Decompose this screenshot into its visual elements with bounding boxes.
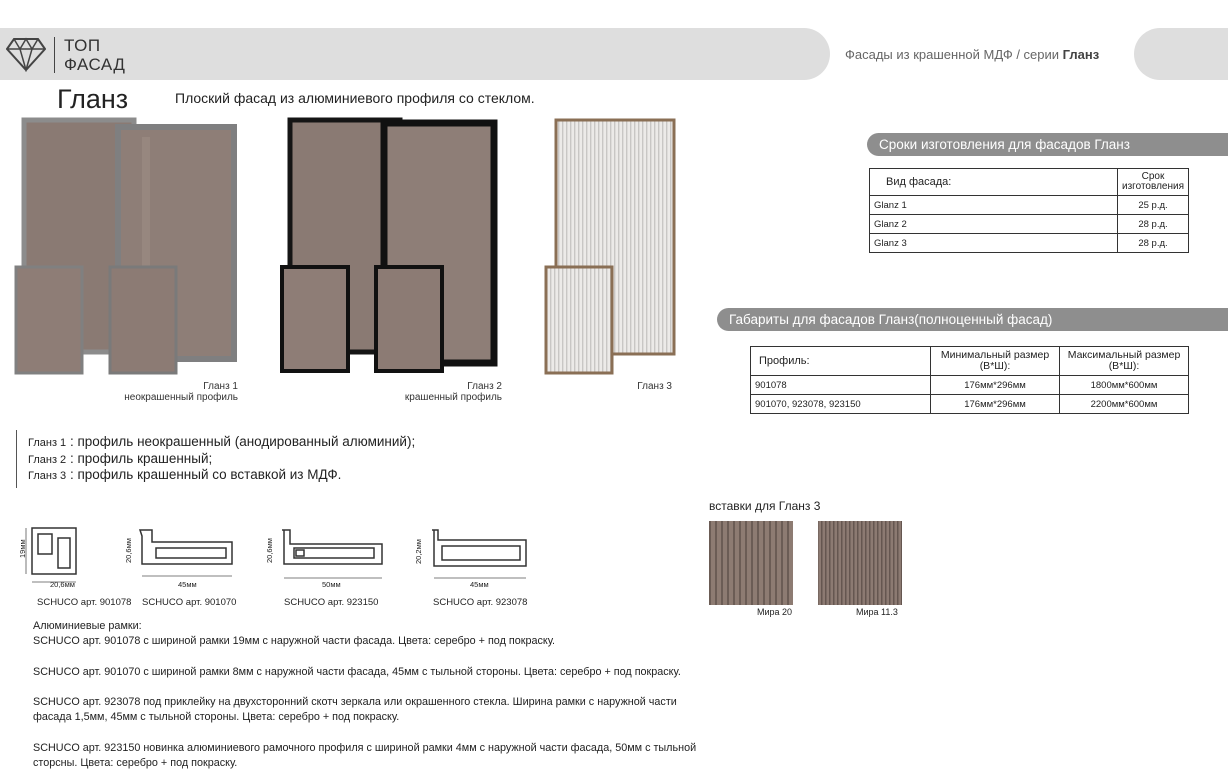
table-cell: 1800мм*600мм (1060, 376, 1189, 395)
breadcrumb-current: Гланз (1062, 47, 1100, 62)
brand-line-1: ТОП (64, 36, 101, 55)
dimension-label: 20,2мм (414, 539, 423, 564)
aluminum-heading: Алюминиевые рамки: (33, 620, 142, 632)
product-name: Гланз 2 (467, 381, 502, 392)
product-note: неокрашенный профиль (124, 392, 238, 403)
profile-caption: SCHUCO арт. 901078 (37, 597, 132, 608)
glanz-3-image (542, 115, 682, 377)
legend-name: Гланз 1 (28, 437, 67, 449)
product-name: Гланз 1 (203, 381, 238, 392)
inserts-heading-name: Гланз 3 (778, 499, 821, 513)
product-name: Гланз 3 (637, 381, 672, 392)
table-cell: 901070, 923078, 923150 (751, 395, 931, 414)
dimension-label: 20,6мм (265, 538, 274, 563)
table-row (751, 376, 1189, 395)
legend-item (28, 434, 415, 449)
header-bar-right (1134, 28, 1228, 80)
brand-line-2: ФАСАД (64, 55, 126, 74)
product-caption (600, 381, 672, 392)
legend-divider (16, 430, 17, 488)
table-cell: 901078 (751, 376, 931, 395)
legend-text: : профиль крашенный; (69, 451, 213, 466)
legend-text: : профиль неокрашенный (анодированный алюминий); (69, 434, 416, 449)
aluminum-paragraph: SCHUCO арт. 901070 с шириной рамки 8мм с наружной части фасада, 45мм с тыльной стороны. Цвета: серебро + под покраску. (33, 666, 681, 678)
table-header: Срок изготовления (1118, 169, 1189, 196)
dimensions-table (750, 346, 1189, 414)
dimension-label: 20,6мм (124, 538, 133, 563)
breadcrumb-prefix[interactable]: Фасады из крашенной МДФ / серии (845, 47, 1060, 62)
page-title: Гланз (57, 84, 129, 114)
profile-caption: SCHUCO арт. 901070 (142, 597, 237, 608)
product-caption (375, 381, 502, 403)
table-header: Максимальный размер (В*Ш): (1060, 347, 1189, 376)
inserts-heading-prefix: вставки для (709, 499, 776, 513)
table-header: Профиль: (751, 347, 931, 376)
aluminum-paragraph: SCHUCO арт. 901078 с шириной рамки 19мм с наружной части фасада. Цвета: серебро + под покраску. (33, 635, 556, 647)
insert-swatches (709, 521, 903, 607)
table-cell: 28 р.д. (1118, 234, 1189, 253)
dimension-label: 50мм (322, 580, 341, 589)
aluminum-paragraph: SCHUCO арт. 923150 новинка алюминиевого рамочного профиля с шириной рамки 4мм с наружной части фасада, 50мм с тыльной сторсны. Цвета: серебро + под покраску. (33, 742, 697, 769)
table-header: Минимальный размер (В*Ш): (931, 347, 1060, 376)
dimension-label: 19мм (18, 539, 27, 558)
glanz-1-image (14, 115, 244, 377)
logo-divider (54, 37, 55, 73)
table-header: Вид фасада: (870, 169, 1118, 196)
legend-name: Гланз 3 (28, 470, 67, 482)
product-note: крашенный профиль (404, 392, 502, 403)
table-cell: 176мм*296мм (931, 376, 1060, 395)
table-row (870, 215, 1189, 234)
table-cell: 2200мм*600мм (1060, 395, 1189, 414)
dimensions-heading: Габариты для фасадов Гланз(полноценный фасад) (717, 308, 1228, 331)
insert-caption: Мира 11.3 (856, 607, 898, 617)
table-cell: 176мм*296мм (931, 395, 1060, 414)
table-row (751, 395, 1189, 414)
breadcrumb (845, 47, 1099, 62)
inserts-heading (709, 499, 820, 513)
aluminum-paragraph: SCHUCO арт. 923078 под приклейку на двухсторонний скотч зеркала или окрашенного стекла. Ширина рамки с наружной части фасада 1,5мм, 45мм с тыльной стороны. Цвета: серебро + под покраску. (33, 696, 677, 723)
legend-item (28, 451, 212, 466)
product-caption (110, 381, 238, 403)
dimension-label: 45мм (178, 580, 197, 589)
table-row (870, 234, 1189, 253)
diamond-logo-icon (6, 36, 46, 72)
brand-logo[interactable] (64, 36, 125, 74)
table-cell: 28 р.д. (1118, 215, 1189, 234)
dimension-label: 45мм (470, 580, 489, 589)
dimension-label: 20,6мм (50, 580, 75, 589)
table-cell: Glanz 2 (870, 215, 1118, 234)
insert-swatch-mira-20[interactable] (709, 521, 793, 605)
table-row (870, 196, 1189, 215)
table-cell: 25 р.д. (1118, 196, 1189, 215)
glanz-2-image (280, 115, 500, 377)
insert-caption: Мира 20 (757, 607, 793, 617)
insert-swatch-mira-11-3[interactable] (818, 521, 902, 605)
profile-caption: SCHUCO арт. 923078 (433, 597, 528, 608)
table-cell: Glanz 1 (870, 196, 1118, 215)
legend-item (28, 467, 341, 482)
lead-times-heading: Сроки изготовления для фасадов Гланз (867, 133, 1228, 156)
legend-name: Гланз 2 (28, 454, 67, 466)
lead-times-table (869, 168, 1189, 253)
page-subtitle: Плоский фасад из алюминиевого профиля со стеклом. (175, 90, 535, 106)
table-cell: Glanz 3 (870, 234, 1118, 253)
profile-caption: SCHUCO арт. 923150 (284, 597, 379, 608)
legend-text: : профиль крашенный со вставкой из МДФ. (69, 467, 342, 482)
